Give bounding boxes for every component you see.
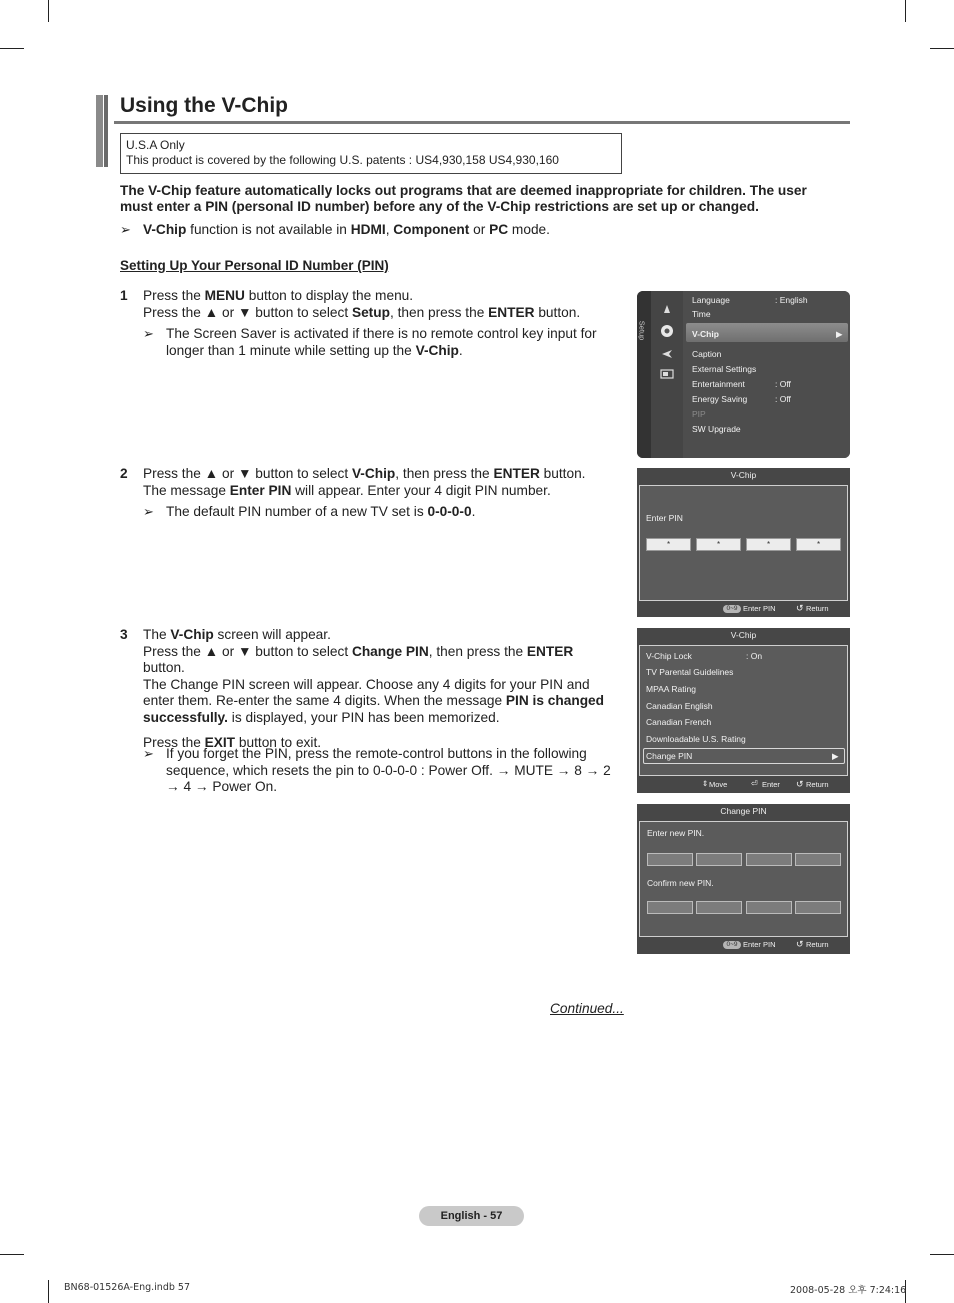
- new-pin-digit-box[interactable]: [647, 853, 693, 866]
- crop-mark: [48, 1280, 49, 1303]
- return-icon: ↺: [796, 939, 804, 949]
- gear-icon: [659, 323, 675, 339]
- osd-menu-item[interactable]: Canadian French: [646, 717, 712, 727]
- crop-mark: [48, 0, 49, 22]
- step-3-note: If you forget the PIN, press the remote-control buttons in the following sequence, which resets the pin to 0-0-0-0 : Power Off. → MUTE → 8 → 2 → 4 → Power On.: [166, 746, 611, 794]
- step-number: 2: [120, 466, 128, 481]
- osd-menu-item[interactable]: V-Chip: [692, 329, 719, 339]
- footer-move: Move: [709, 780, 728, 789]
- osd-menu-item[interactable]: Time: [692, 309, 711, 319]
- osd-menu-item[interactable]: V-Chip Lock: [646, 651, 692, 661]
- footer-enter-pin: Enter PIN: [743, 940, 776, 949]
- confirm-pin-digit-box[interactable]: [795, 901, 841, 914]
- step-3-text: The V-Chip screen will appear. Press the ▲ or ▼ button to select Change PIN, then press the ENTER button. The Change PIN screen will appear. Choose any 4 digits for your PIN and enter them. Re-enter the same 4 digits. When the message PIN is changed successfully. is displayed, your PIN has been memorized. Press the EXIT button to exit.: [143, 627, 605, 750]
- step-1-note: The Screen Saver is activated if there is no remote control key input for longer than 1 minute while setting up the V-Chip.: [166, 326, 597, 358]
- pin-digit-box[interactable]: *: [796, 538, 841, 551]
- osd-title: V-Chip: [730, 630, 757, 640]
- footer-return: Return: [806, 780, 829, 789]
- step-2-text: Press the ▲ or ▼ button to select V-Chip, then press the ENTER button. The message Enter PIN will appear. Enter your 4 digit PIN number.: [143, 466, 586, 498]
- new-pin-digit-box[interactable]: [696, 853, 742, 866]
- footer-return: Return: [806, 940, 829, 949]
- step-number: 1: [120, 288, 128, 303]
- osd-menu-value: : Off: [775, 379, 791, 389]
- chevron-right-icon: ▶: [832, 751, 839, 761]
- crop-mark: [930, 1254, 954, 1255]
- confirm-pin-digit-box[interactable]: [696, 901, 742, 914]
- crop-mark: [930, 48, 954, 49]
- osd-menu-item[interactable]: Downloadable U.S. Rating: [646, 734, 746, 744]
- confirm-pin-digit-box[interactable]: [746, 901, 792, 914]
- picture-icon: [661, 303, 673, 315]
- return-icon: ↺: [796, 603, 804, 613]
- pin-digit-box[interactable]: *: [746, 538, 791, 551]
- step-2-note: The default PIN number of a new TV set is 0-0-0-0.: [166, 504, 476, 519]
- pin-digit-box[interactable]: *: [646, 538, 691, 551]
- enter-icon: ⏎: [751, 779, 758, 788]
- imprint-right: 2008-05-28 오후 7:24:16: [790, 1285, 907, 1296]
- osd-change-pin: [637, 804, 850, 954]
- osd-menu-item[interactable]: Entertainment: [692, 379, 745, 389]
- osd-menu-item[interactable]: Canadian English: [646, 701, 713, 711]
- confirm-pin-label: Confirm new PIN.: [647, 878, 714, 888]
- osd-menu-value: : English: [775, 295, 808, 305]
- note-arrow-icon: ➢: [143, 504, 154, 519]
- move-icon: ⇕: [702, 779, 709, 788]
- osd-menu-item[interactable]: TV Parental Guidelines: [646, 667, 734, 677]
- intro-paragraph: The V-Chip feature automatically locks out programs that are deemed inappropriate for children. The user must enter a PIN (personal ID number) before any of the V-Chip restrictions are set up or changed.: [120, 183, 807, 214]
- usa-notice-box: [120, 133, 622, 174]
- footer-enter: Enter: [762, 780, 780, 789]
- number-keys-badge: 0~9: [723, 605, 741, 613]
- new-pin-digit-box[interactable]: [746, 853, 792, 866]
- osd-menu-item[interactable]: Energy Saving: [692, 394, 748, 404]
- osd-menu-item[interactable]: MPAA Rating: [646, 684, 696, 694]
- osd-sidebar: [637, 291, 651, 458]
- osd-icon-column: [651, 291, 683, 458]
- step-1-text: Press the MENU button to display the menu. Press the ▲ or ▼ button to select Setup, then press the ENTER button.: [143, 288, 581, 320]
- pin-digit-box[interactable]: *: [696, 538, 741, 551]
- osd-enter-pin: [637, 468, 850, 617]
- crop-mark: [0, 1254, 24, 1255]
- osd-menu-item[interactable]: SW Upgrade: [692, 424, 741, 434]
- osd-setup-menu: [637, 291, 850, 458]
- notice-line: This product is covered by the following U.S. patents : US4,930,158 US4,930,160: [126, 153, 559, 167]
- osd-menu-item[interactable]: Caption: [692, 349, 722, 359]
- section-heading: Setting Up Your Personal ID Number (PIN): [120, 258, 389, 273]
- input-icon: [661, 349, 673, 359]
- step-number: 3: [120, 627, 128, 642]
- note-arrow-icon: ➢: [120, 222, 131, 237]
- footer-enter-pin: Enter PIN: [743, 604, 776, 613]
- chevron-right-icon: ▶: [836, 329, 843, 339]
- number-keys-badge: 0~9: [723, 941, 741, 949]
- confirm-pin-digit-box[interactable]: [647, 901, 693, 914]
- continued-label: Continued...: [550, 1001, 624, 1016]
- notice-line: U.S.A Only: [126, 138, 185, 152]
- osd-title: Change PIN: [720, 806, 767, 816]
- return-icon: ↺: [796, 779, 804, 789]
- osd-menu-item[interactable]: Language: [692, 295, 730, 305]
- title-rule: [114, 121, 850, 124]
- osd-menu-item-disabled: PIP: [692, 409, 706, 419]
- application-icon: [660, 369, 674, 379]
- osd-vchip-menu: [637, 628, 850, 793]
- crop-mark: [0, 48, 24, 49]
- osd-menu-item[interactable]: External Settings: [692, 364, 757, 374]
- new-pin-label: Enter new PIN.: [647, 828, 705, 838]
- footer-return: Return: [806, 604, 829, 613]
- new-pin-digit-box[interactable]: [795, 853, 841, 866]
- page-title: Using the V-Chip: [120, 94, 288, 117]
- osd-menu-item-selected[interactable]: Change PIN: [646, 751, 693, 761]
- page-number-badge: English - 57: [419, 1206, 524, 1226]
- title-decoration: [96, 95, 112, 167]
- note-arrow-icon: ➢: [143, 326, 154, 341]
- imprint-left: BN68-01526A-Eng.indb 57: [64, 1282, 190, 1293]
- osd-side-label: Setup: [637, 320, 647, 341]
- osd-menu-value: : On: [746, 651, 763, 661]
- osd-title: V-Chip: [730, 470, 757, 480]
- osd-menu-value: : Off: [775, 394, 791, 404]
- note-arrow-icon: ➢: [143, 746, 154, 761]
- crop-mark: [905, 0, 906, 22]
- note-vchip-availability: V-Chip function is not available in HDMI, Component or PC mode.: [143, 222, 550, 237]
- enter-pin-label: Enter PIN: [646, 513, 683, 523]
